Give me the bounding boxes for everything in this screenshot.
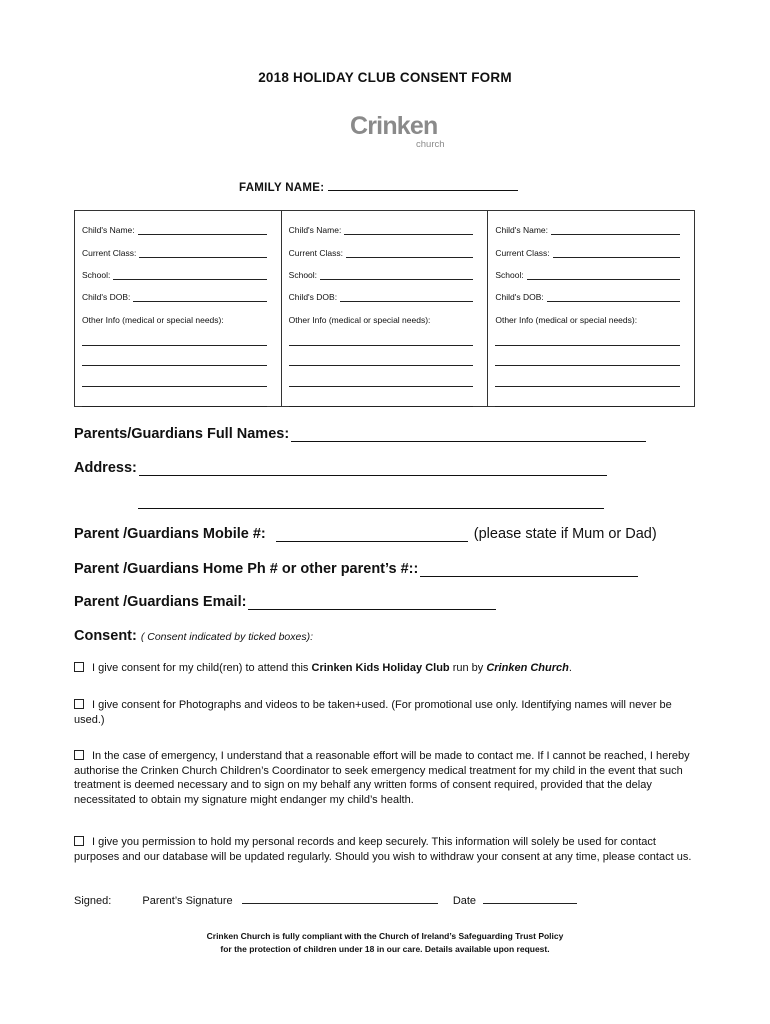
- school-field[interactable]: [495, 270, 680, 280]
- current-class-field[interactable]: [289, 248, 474, 258]
- current-class-label: Current Class:: [288, 248, 343, 258]
- fill-line[interactable]: [547, 293, 680, 302]
- mobile-label: Parent /Guardians Mobile #:: [74, 526, 266, 542]
- mobile-field[interactable]: [74, 526, 657, 542]
- consent-checkbox-2[interactable]: [74, 699, 84, 709]
- other-info-line[interactable]: [495, 345, 680, 346]
- consent-4-text: I give you permission to hold my personal records and keep securely. This information will solely be used for contact purposes and our database will be updated regularly. Should you wish to withdraw your consent at any time, please contact us.: [74, 836, 692, 863]
- consent-1-text-mid: run by: [449, 662, 487, 674]
- other-info-line[interactable]: [289, 386, 474, 387]
- consent-item-3: [74, 749, 700, 807]
- address-line-2[interactable]: [138, 508, 604, 509]
- child-name-field[interactable]: [495, 225, 680, 235]
- current-class-field[interactable]: [495, 248, 680, 258]
- consent-note: ( Consent indicated by ticked boxes):: [140, 631, 314, 643]
- home-phone-label: Parent /Guardians Home Ph # or other parent’s #::: [74, 561, 419, 577]
- current-class-label: Current Class:: [495, 248, 550, 258]
- fill-line[interactable]: [320, 271, 473, 280]
- family-name-label: FAMILY NAME:: [239, 182, 325, 194]
- signature-row: [74, 893, 577, 907]
- other-info-label: Other Info (medical or special needs):: [288, 315, 431, 325]
- fill-line[interactable]: [344, 226, 473, 235]
- email-line[interactable]: [248, 597, 496, 610]
- email-label: Parent /Guardians Email:: [74, 594, 247, 610]
- home-phone-field[interactable]: [74, 561, 638, 577]
- child-dob-label: Child's DOB:: [495, 292, 544, 302]
- child-dob-field[interactable]: [82, 292, 267, 302]
- family-name-field[interactable]: [239, 180, 518, 194]
- consent-item-4: [74, 835, 700, 864]
- logo-subtext: church: [416, 139, 445, 150]
- child-column-2: [282, 211, 489, 406]
- consent-checkbox-4[interactable]: [74, 836, 84, 846]
- other-info-line[interactable]: [82, 365, 267, 366]
- family-name-line[interactable]: [328, 180, 518, 191]
- consent-1-text: I give consent for my child(ren) to attend this: [92, 662, 312, 674]
- consent-item-1: [74, 661, 700, 676]
- fill-line[interactable]: [139, 249, 266, 258]
- child-column-3: [488, 211, 694, 406]
- consent-item-2: [74, 698, 700, 727]
- signed-label: Signed:: [74, 895, 112, 907]
- school-label: School:: [495, 270, 524, 280]
- child-column-1: [75, 211, 282, 406]
- parents-names-line[interactable]: [291, 429, 646, 442]
- child-dob-label: Child's DOB:: [288, 292, 338, 302]
- fill-line[interactable]: [346, 249, 473, 258]
- consent-label: Consent:: [74, 628, 137, 644]
- footer-line-1: Crinken Church is fully compliant with the Church of Ireland’s Safeguarding Trust Policy: [206, 931, 564, 941]
- fill-line[interactable]: [553, 249, 680, 258]
- address-field[interactable]: [74, 460, 607, 476]
- mobile-note: (please state if Mum or Dad): [473, 526, 657, 542]
- email-field[interactable]: [74, 594, 496, 610]
- consent-checkbox-1[interactable]: [74, 662, 84, 672]
- consent-checkbox-3[interactable]: [74, 750, 84, 760]
- fill-line[interactable]: [527, 271, 680, 280]
- child-dob-label: Child's DOB:: [82, 292, 131, 302]
- date-line[interactable]: [483, 893, 577, 904]
- school-label: School:: [82, 270, 111, 280]
- date-label: Date: [452, 895, 477, 907]
- school-field[interactable]: [82, 270, 267, 280]
- form-title: 2018 HOLIDAY CLUB CONSENT FORM: [258, 70, 512, 85]
- consent-heading: [74, 628, 313, 644]
- fill-line[interactable]: [340, 293, 473, 302]
- other-info-line[interactable]: [495, 406, 680, 407]
- child-dob-field[interactable]: [289, 292, 474, 302]
- school-field[interactable]: [289, 270, 474, 280]
- child-name-label: Child's Name:: [82, 225, 135, 235]
- other-info-line[interactable]: [495, 365, 680, 366]
- child-name-label: Child's Name:: [495, 225, 548, 235]
- child-dob-field[interactable]: [495, 292, 680, 302]
- current-class-label: Current Class:: [82, 248, 137, 258]
- children-details-table: [74, 210, 695, 407]
- other-info-line[interactable]: [82, 386, 267, 387]
- other-info-label: Other Info (medical or special needs):: [82, 315, 224, 325]
- other-info-line[interactable]: [289, 365, 474, 366]
- current-class-field[interactable]: [82, 248, 267, 258]
- crinken-church-logo: [350, 112, 460, 156]
- other-info-line[interactable]: [289, 345, 474, 346]
- address-line[interactable]: [139, 463, 607, 476]
- other-info-line[interactable]: [82, 345, 267, 346]
- other-info-line[interactable]: [289, 406, 474, 407]
- other-info-line[interactable]: [82, 406, 267, 407]
- consent-1-club-name: Crinken Kids Holiday Club: [311, 662, 450, 674]
- child-name-field[interactable]: [82, 225, 267, 235]
- fill-line[interactable]: [113, 271, 266, 280]
- school-label: School:: [288, 270, 318, 280]
- consent-1-church-name: Crinken Church: [486, 662, 569, 674]
- parents-names-label: Parents/Guardians Full Names:: [74, 426, 290, 442]
- consent-2-text: I give consent for Photographs and videos to be taken+used. (For promotional use only. Identifying names will never be used.): [74, 699, 672, 726]
- fill-line[interactable]: [133, 293, 266, 302]
- mobile-line[interactable]: [276, 529, 468, 542]
- child-name-label: Child's Name:: [288, 225, 342, 235]
- address-label: Address:: [74, 460, 137, 476]
- parent-signature-label: Parent’s Signature: [142, 895, 233, 907]
- parents-names-field[interactable]: [74, 426, 646, 442]
- consent-3-text: In the case of emergency, I understand that a reasonable effort will be made to contact me. If I cannot be reached, I hereby authorise the Crinken Church Children’s Coordinator to seek emergency medical treatment for my child in the event that such treatment is deemed necessary and to sign on my behalf any written forms of consent required, provided that the delay necessitated to obtain my signature might endanger my child’s health.: [74, 750, 690, 806]
- signature-line[interactable]: [242, 893, 438, 904]
- other-info-line[interactable]: [495, 386, 680, 387]
- footer-line-2: for the protection of children under 18 in our care. Details available upon request.: [220, 944, 550, 954]
- consent-1-text-end: .: [568, 662, 572, 674]
- fill-line[interactable]: [551, 226, 680, 235]
- other-info-label: Other Info (medical or special needs):: [495, 315, 638, 325]
- fill-line[interactable]: [138, 226, 267, 235]
- child-name-field[interactable]: [289, 225, 474, 235]
- logo-wordmark: Crinken: [350, 112, 438, 140]
- home-phone-line[interactable]: [420, 564, 638, 577]
- footer-policy: [0, 930, 770, 956]
